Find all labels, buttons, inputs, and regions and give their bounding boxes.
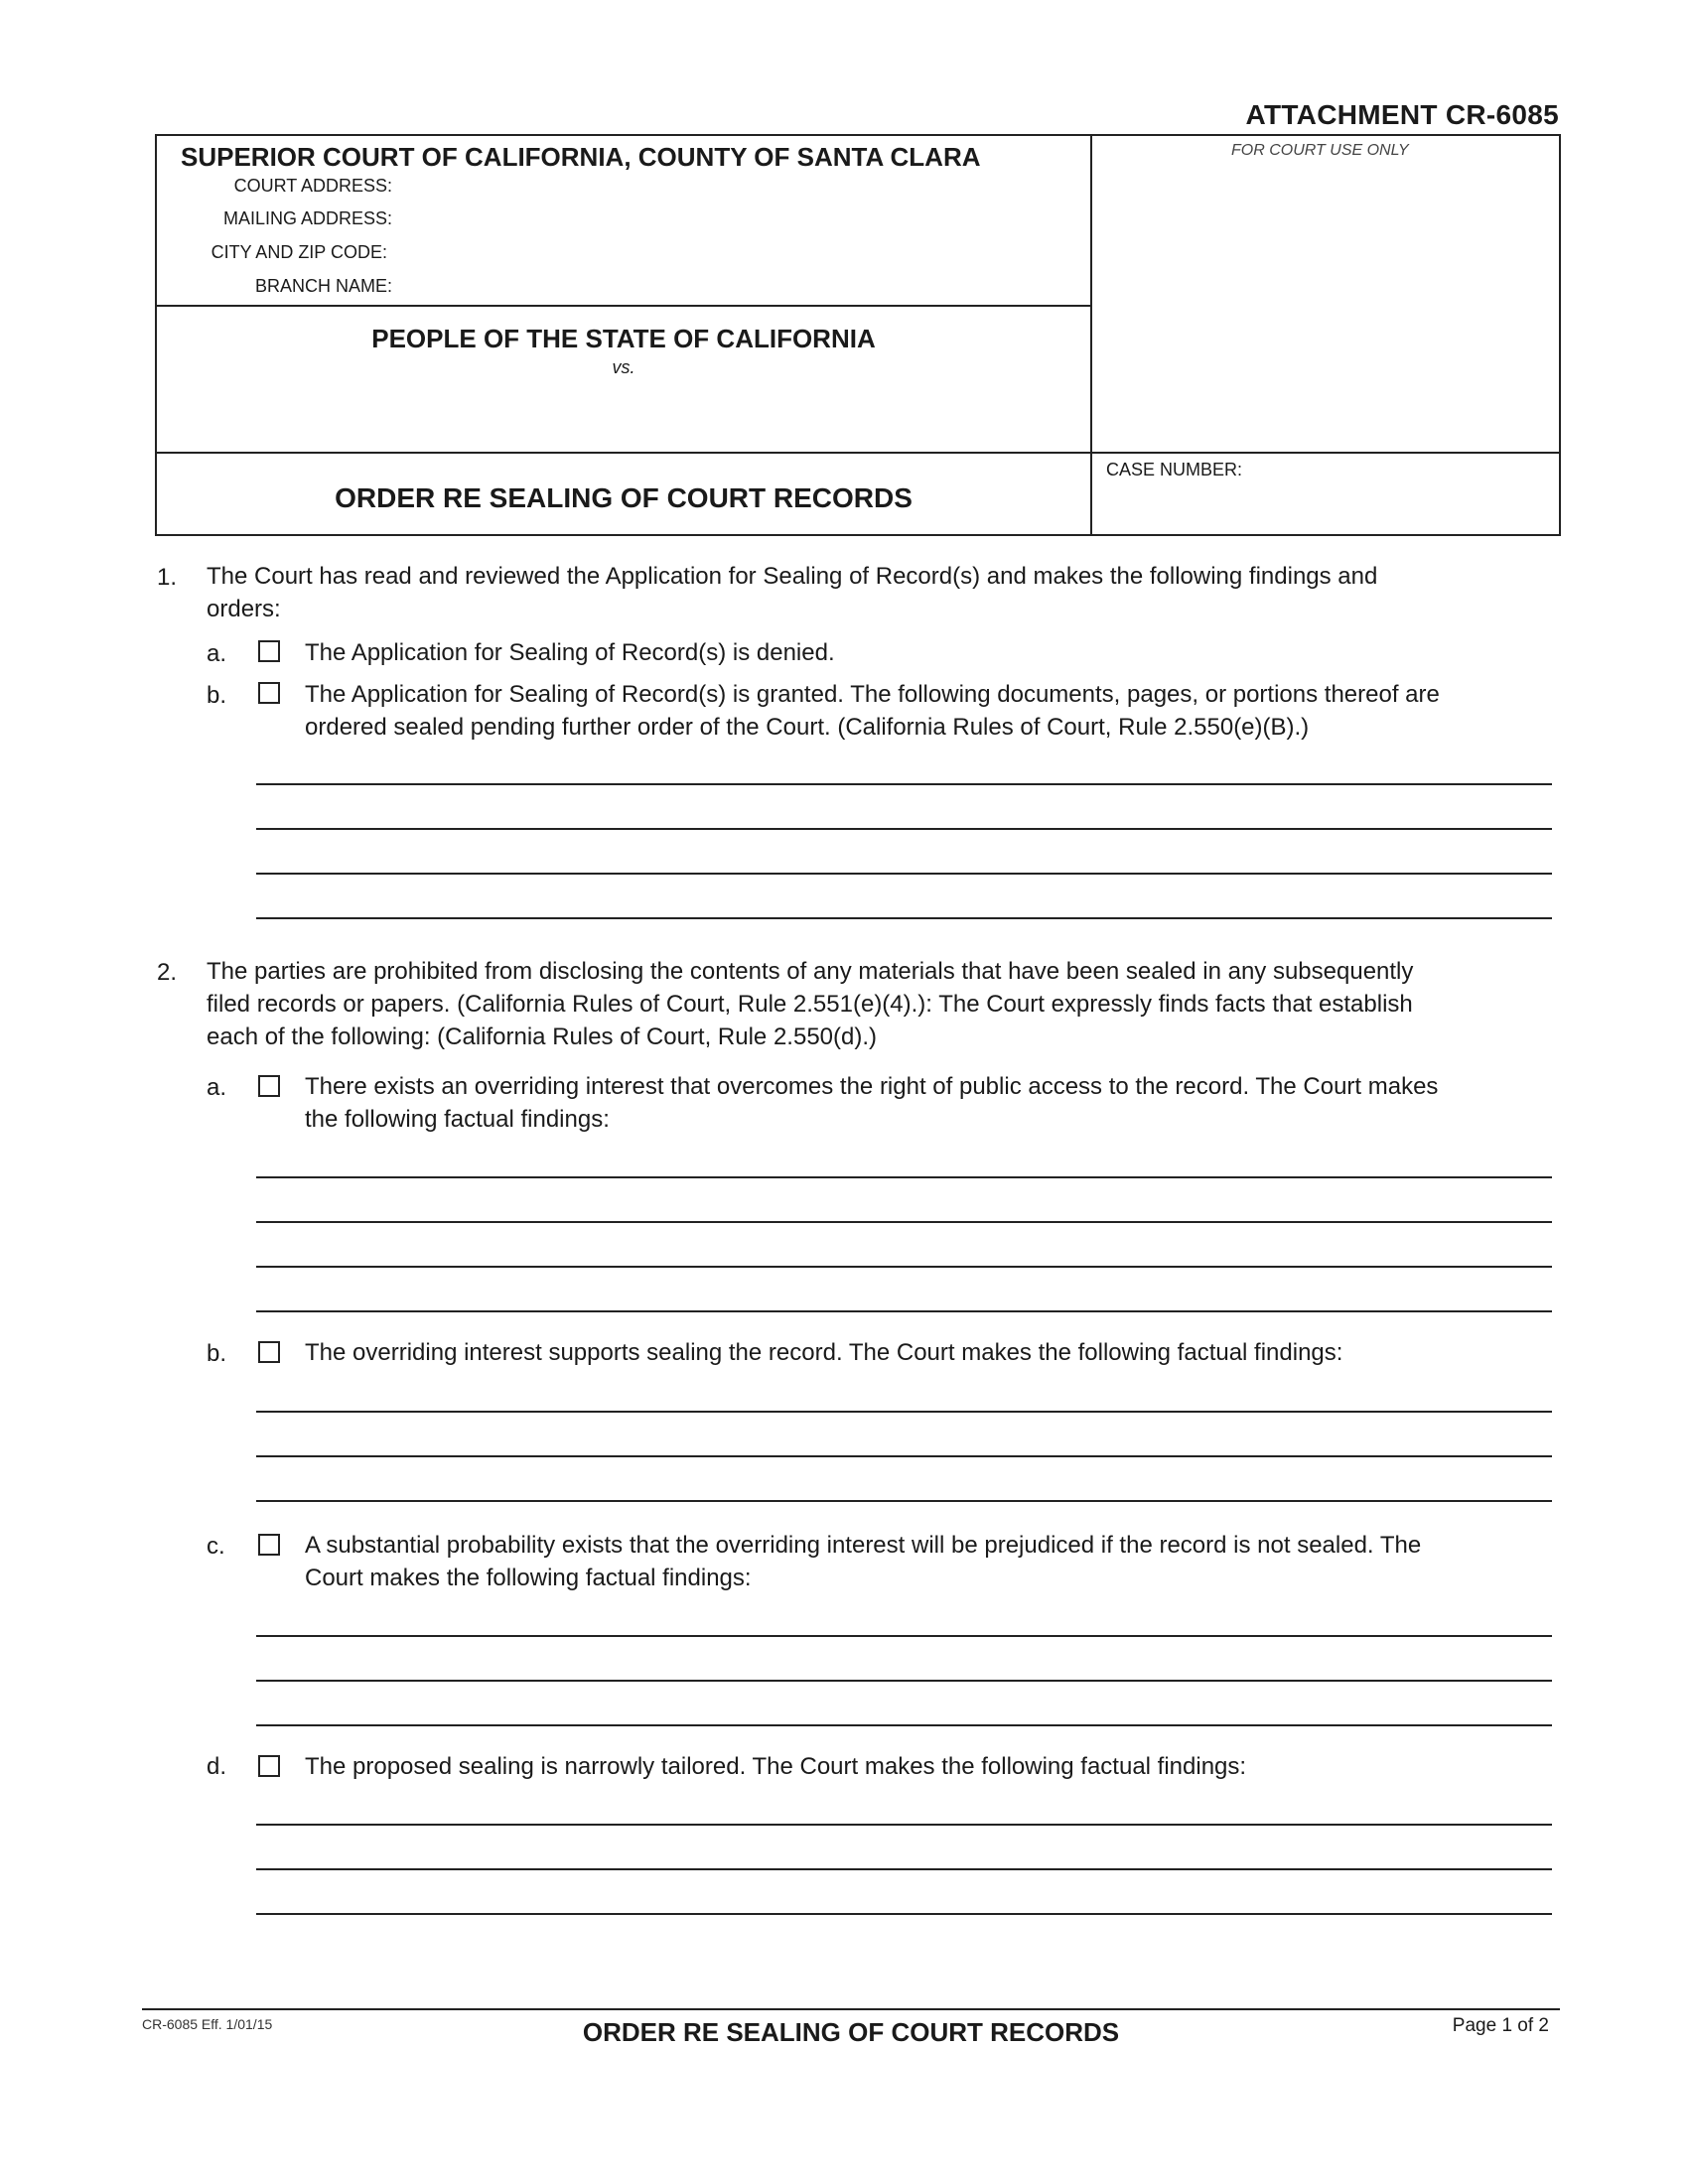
court-address-label: COURT ADDRESS:	[233, 176, 392, 196]
versus-label: vs.	[612, 357, 635, 377]
item-2a-text-line2: the following factual findings:	[305, 1106, 610, 1133]
item-1a-text: The Application for Sealing of Record(s) is denied.	[305, 639, 835, 666]
item-2c-text-line1: A substantial probability exists that the overriding interest will be prejudiced if the record is not sealed. The	[305, 1532, 1422, 1559]
item-1b-text-line2: ordered sealed pending further order of the Court. (California Rules of Court, Rule 2.550(e)(B).)	[305, 714, 1310, 741]
item-2c-entry-line[interactable]	[256, 1680, 1552, 1682]
court-name: SUPERIOR COURT OF CALIFORNIA, COUNTY OF SANTA CLARA	[181, 142, 981, 172]
court-use-only-label: FOR COURT USE ONLY	[1231, 142, 1409, 159]
item-2c-text-line2: Court makes the following factual findings:	[305, 1565, 752, 1591]
item-2b-entry-line[interactable]	[256, 1455, 1552, 1457]
item-1a-letter: a.	[207, 640, 227, 667]
branch-name-label: BRANCH NAME:	[254, 276, 392, 296]
item-2a-entry-line[interactable]	[256, 1310, 1552, 1312]
item-2d-text-line1: The proposed sealing is narrowly tailored. The Court makes the following factual findings:	[305, 1753, 1247, 1780]
item-1b-entry-line[interactable]	[256, 873, 1552, 875]
city-zip-label: CITY AND ZIP CODE:	[211, 242, 387, 262]
order-title: ORDER RE SEALING OF COURT RECORDS	[335, 482, 913, 513]
case-number-label: CASE NUMBER:	[1106, 460, 1243, 479]
item-2d-checkbox[interactable]	[258, 1755, 280, 1777]
item-2b-letter: b.	[207, 1340, 227, 1367]
item-2b-checkbox[interactable]	[258, 1341, 280, 1363]
item-2c-checkbox[interactable]	[258, 1534, 280, 1556]
item-1a-checkbox[interactable]	[258, 640, 280, 662]
caption-divider-1	[155, 305, 1092, 307]
item-2d-letter: d.	[207, 1753, 227, 1780]
section-2-text-line1: The parties are prohibited from disclosing the contents of any materials that have been sealed in any subsequently	[207, 958, 1414, 985]
party-title: PEOPLE OF THE STATE OF CALIFORNIA	[371, 324, 876, 353]
item-1b-entry-line[interactable]	[256, 828, 1552, 830]
item-2b-text-line1: The overriding interest supports sealing the record. The Court makes the following factual findings:	[305, 1339, 1343, 1366]
footer-divider	[142, 2008, 1560, 2010]
item-2d-entry-line[interactable]	[256, 1824, 1552, 1826]
page-number: Page 1 of 2	[1452, 2015, 1549, 2036]
item-2a-entry-line[interactable]	[256, 1221, 1552, 1223]
item-2a-letter: a.	[207, 1074, 227, 1101]
item-2b-entry-line[interactable]	[256, 1500, 1552, 1502]
section-2-text-line3: each of the following: (California Rules of Court, Rule 2.550(d).)	[207, 1024, 877, 1050]
item-1b-checkbox[interactable]	[258, 682, 280, 704]
footer-title: ORDER RE SEALING OF COURT RECORDS	[582, 2017, 1120, 2047]
item-1b-letter: b.	[207, 682, 227, 709]
item-1b-text-line1: The Application for Sealing of Record(s) is granted. The following documents, pages, or portions thereof are	[305, 681, 1440, 708]
section-1-text-line2: orders:	[207, 596, 281, 622]
item-2c-entry-line[interactable]	[256, 1724, 1552, 1726]
item-2d-entry-line[interactable]	[256, 1913, 1552, 1915]
item-2a-entry-line[interactable]	[256, 1266, 1552, 1268]
caption-divider-2	[155, 452, 1561, 454]
mailing-address-label: MAILING ADDRESS:	[222, 208, 392, 228]
item-2d-entry-line[interactable]	[256, 1868, 1552, 1870]
section-1-text-line1: The Court has read and reviewed the Application for Sealing of Record(s) and makes the following findings and	[207, 563, 1378, 590]
attachment-title: ATTACHMENT CR-6085	[1245, 99, 1559, 130]
item-2c-entry-line[interactable]	[256, 1635, 1552, 1637]
section-1-number: 1.	[157, 564, 178, 591]
form-id: CR-6085 Eff. 1/01/15	[142, 2016, 273, 2032]
section-2-text-line2: filed records or papers. (California Rules of Court, Rule 2.551(e)(4).): The Court expressly finds facts that establish	[207, 991, 1413, 1018]
item-2c-letter: c.	[207, 1533, 225, 1560]
item-1b-entry-line[interactable]	[256, 783, 1552, 785]
item-2a-checkbox[interactable]	[258, 1075, 280, 1097]
item-2a-text-line1: There exists an overriding interest that overcomes the right of public access to the record. The Court makes	[305, 1073, 1439, 1100]
item-2a-entry-line[interactable]	[256, 1176, 1552, 1178]
section-2-number: 2.	[157, 959, 178, 986]
item-1b-entry-line[interactable]	[256, 917, 1552, 919]
item-2b-entry-line[interactable]	[256, 1411, 1552, 1413]
